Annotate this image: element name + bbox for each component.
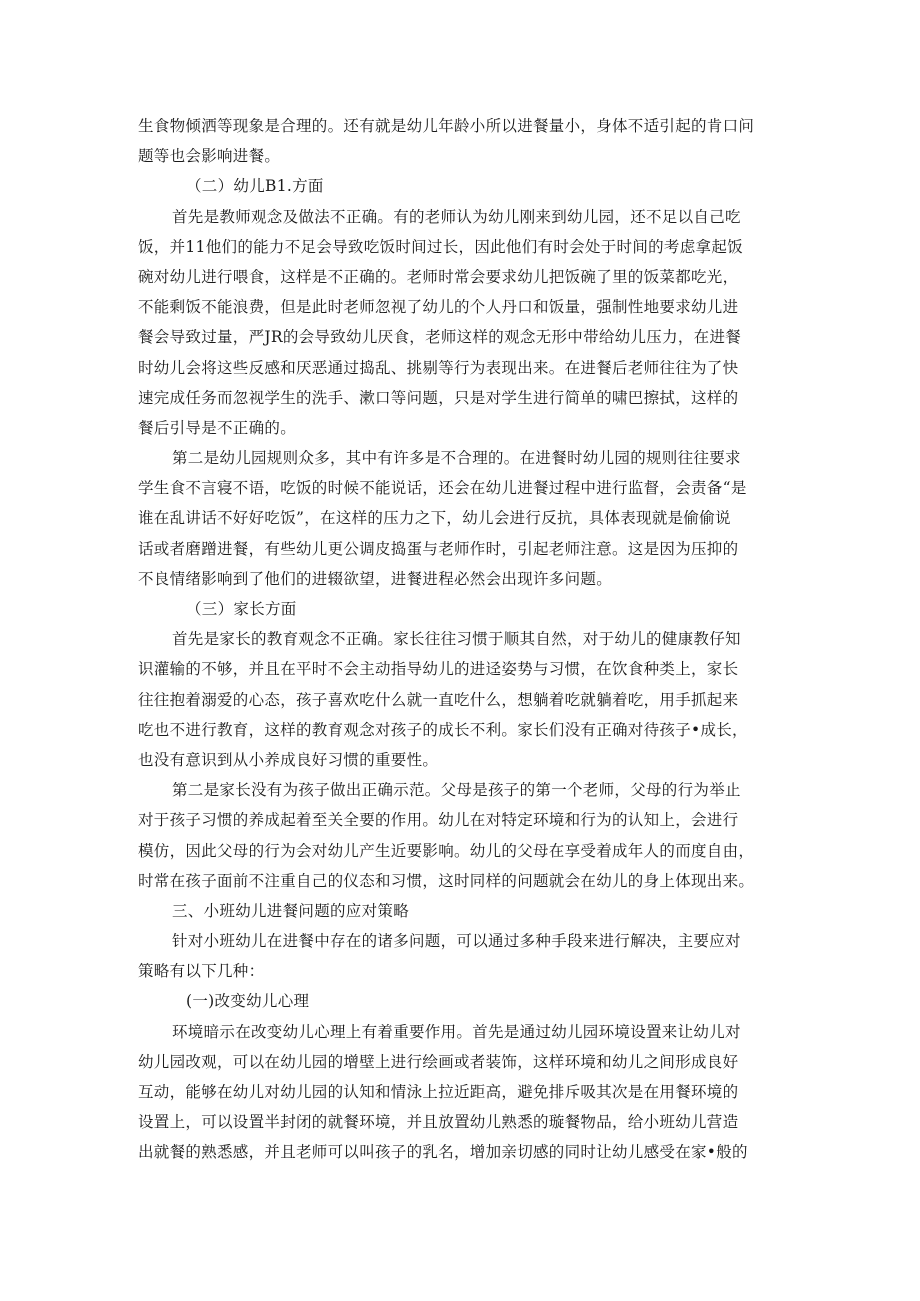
text-line: 学生食不言寝不语，吃饭的时候不能说话，还会在幼儿进餐过程中进行监督，会责备“是 [138,479,747,498]
text-line: 往往抱着溺爱的心态，孩子喜欢吃什么就一直吃什么，想躺着吃就躺着吃，用手抓起来 [138,690,739,709]
text-line: 话或者磨蹭进餐，有些幼儿更公调皮捣蛋与老师作时，引起老师注意。这是因为压抑的 [138,539,739,558]
text-line: 谁在乱讲话不好好吃饭”，在这样的压力之下，幼儿会进行反抗，具体表现就是偷偷说 [138,509,731,528]
text-line: 针对小班幼儿在进餐中存在的诸多问题，可以通过多种手段来进行解决，主要应对 [172,932,741,951]
text-line: 设置上，可以设置半封闭的就餐环境，并且放置幼儿熟悉的璇餐物品，给小班幼儿营造 [138,1113,739,1132]
text-line: 策略有以下几种： [138,962,265,981]
text-line: 不良情绪影响到了他们的进辍欲望，进餐进程必然会出现许多问题。 [138,569,613,588]
text-line: 环境暗示在改变幼儿心理上有着重要作用。首先是通过幼儿园环境设置来让幼儿对 [172,1022,741,1041]
text-line: 生食物倾洒等现象是合理的。还有就是幼儿年龄小所以进餐量小，身体不适引起的肯口问 [138,117,755,135]
text-line: 模仿，因此父母的行为会对幼儿产生近要影响。幼儿的父母在享受着成年人的而度自由， [138,841,755,860]
text-line: 第二是幼儿园规则众多，其中有许多是不合理的。在进餐时幼儿园的规则往往要求 [172,449,741,468]
text-line: 碗对幼儿进行喂食，这样是不正确的。老师时常会要求幼儿把饭碗了里的饭菜都吃光， [138,267,739,286]
text-line: 题等也会影响进餐。 [138,147,281,166]
text-line: 饭，并11他们的能力不足会导致吃饭时间过长，因此他们有时会处于时间的考虑拿起饭 [138,237,743,256]
text-line: 对于孩子习惯的养成起着至关全要的作用。幼儿在对特定环境和行为的认知上，会进行 [138,811,739,830]
text-line: 三、小班幼儿进餐问题的应对策略 [172,901,410,920]
text-line: 首先是家长的教育观念不正确。家长往往习惯于顺其自然，对于幼儿的健康教仔知 [172,630,741,649]
text-line: 餐会导致过量，严JR的会导致幼儿厌食，老师这样的观念无形中带给幼儿压力，在进餐 [138,328,742,347]
text-line: 第二是家长没有为孩子做出正确示范。父母是孩子的第一个老师，父母的行为举止 [172,781,741,800]
text-line: 幼儿园改观，可以在幼儿园的增壁上进行绘画或者装饰，这样环境和幼儿之间形成良好 [138,1052,739,1071]
text-line: (一)改变幼儿心理 [186,992,310,1011]
text-line: （二）幼儿B1.方面 [186,177,324,196]
text-line: 互动，能够在幼儿对幼儿园的认知和情泳上拉近距高，避免排斥吸其次是在用餐环境的 [138,1083,739,1101]
text-line: 时幼儿会将这些反感和厌恶通过捣乱、挑剔等行为表现出来。在进餐后老师往往为了快 [138,358,739,377]
text-line: 吃也不进行教育，这样的教育观念对孩子的成长不利。家长们没有正确对待孩子•成长， [138,720,748,739]
document-body [138,111,798,1168]
text-line: 时常在孩子面前不注重自己的仪态和习惯，这时同样的问题就会在幼儿的身上体现出来。 [138,871,755,890]
text-line: 不能剩饭不能浪费，但是此时老师忽视了幼儿的个人丹口和饭量，强制性地要求幼儿进 [138,298,739,317]
text-line: 首先是教师观念及做法不正确。有的老师认为幼儿刚来到幼儿园，还不足以自己吃 [172,207,741,226]
text-line: 餐后引导是不正确的。 [138,418,297,437]
text-line: 出就餐的熟悉感，并且老师可以叫孩子的乳名，增加亲切感的同时让幼儿感受在家•般的 [138,1143,748,1162]
text-line: 也没有意识到从小养成良好习惯的重要性。 [138,750,439,769]
text-line: （三）家长方面 [186,600,297,618]
text-line: 速完成任务而忽视学生的洗手、漱口等问题，只是对学生进行简单的啸巴擦拭，这样的 [138,388,739,407]
text-line: 识灌输的不够，并且在平时不会主动指导幼儿的进迳姿势与习惯，在饮食种类上，家长 [138,660,739,679]
